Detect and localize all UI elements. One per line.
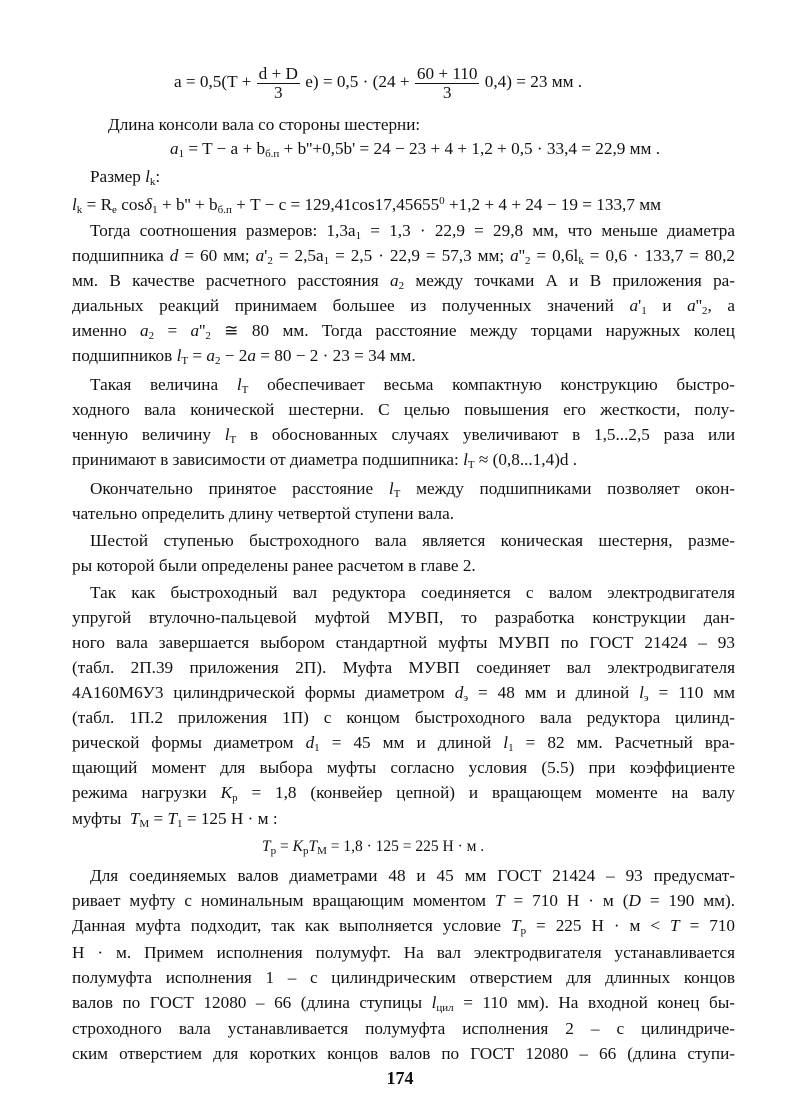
paragraph-line: (табл. 2П.39 приложения 2П). Муфта МУВП соединяет вал электродвигателя: [72, 658, 735, 677]
formula-a: a = 0,5(T + $\frac{d + D}{3}$ e) = 0,5 · (24 + $\frac{60 + 110}{3}$ 0,4) = 23 мм .: [174, 63, 583, 102]
paragraph-line: Данная муфта подходит, так как выполняется условие $T_p = 225$ Н · м < T = 710: [72, 916, 736, 937]
formula-a1: $a_1 = T - a + b_{б.п} + b''+0,5b' = 24 - 23 + 4 + 1,2 + 0,5 \cdot 33,4 = 22,9$ мм .: [170, 139, 661, 160]
paragraph-line: муфты $T_M = T_1 = 125$ Н · м :: [72, 809, 278, 830]
formula-lk: $l_k = R_e$ $\cos\delta_1 + b'' + b_{б.п} + T - c = 129,41\cos 17,45655^0 +1,2 + 4 + 24 - 19 = 133,7$ мм: [72, 195, 661, 216]
paragraph-line: Тогда соотношения размеров: $1,3a_1 = 1,3 \cdot 22,9 = 29,8$ мм, что меньше диаметра: [90, 221, 736, 242]
formula-tp: $T_p = K_pT_M = 1,8 \cdot 125 = 225$ Н · м .: [262, 838, 485, 857]
paragraph-line: Так как быстроходный вал редуктора соединяется с валом электродвигателя: [90, 583, 735, 602]
paragraph-line: чательно определить длину четвертой ступени вала.: [72, 504, 455, 523]
paragraph-line: Такая величина $l_T$ обеспечивает весьма компактную конструкцию быстро-: [90, 375, 735, 396]
fraction: $\frac{d + D}{3}$: [258, 63, 298, 102]
fraction: $\frac{60 + 110}{3}$: [416, 63, 478, 102]
paragraph-line: ного вала завершается выбором стандартной муфты МУВП по ГОСТ 21424 – 93: [72, 633, 735, 652]
paragraph-line: полумуфта исполнения 1 – с цилиндрическим отверстием для длинных концов: [72, 968, 735, 987]
paragraph-line: упругой втулочно-пальцевой муфтой МУВП, то разработка конструкции дан-: [72, 608, 735, 627]
paragraph-line: режима нагрузки $K_p = 1,8$ (конвейер цепной) и вращающем моменте на валу: [72, 783, 736, 804]
paragraph-line: ским отверстием для коротких концов валов по ГОСТ 12080 – 66 (длина ступи-: [72, 1044, 735, 1063]
paragraph-line: именно $a_2 = a''_2$ ≅ 80 мм. Тогда расстояние между торцами наружных колец: [72, 321, 735, 342]
paragraph-line: ривает муфту с номинальным вращающим моментом T = 710 Н · м (D = 190 мм).: [72, 891, 736, 910]
paragraph-line: строходного вала устанавливается полумуфта исполнения 2 – с цилиндриче-: [72, 1019, 735, 1038]
paragraph-line: валов по ГОСТ 12080 – 66 (длина ступицы $l_{цил} = 110$ мм). На входной конец бы-: [72, 993, 736, 1014]
paragraph-line: диальных реакций принимаем большее из полученных значений $a'_1$ и $a''_2$, а: [72, 296, 735, 317]
paragraph-line: ходного вала конической шестерни. С целью повышения его жесткости, полу-: [72, 400, 735, 419]
paragraph-line: (табл. 1П.2 приложения 1П) с концом быстроходного вала редуктора цилинд-: [72, 708, 735, 727]
paragraph-line: 4А160М6У3 цилиндрической формы диаметром $d_э = 48$ мм и длиной $l_э = 110$ мм: [72, 683, 736, 704]
paragraph-line: Н · м. Примем исполнения полумуфт. На вал электродвигателя устанавливается: [72, 943, 735, 962]
paragraph-line: подшипника d = 60 мм; $a'_2 = 2,5a_1 = 2,5 \cdot 22,9 = 57,3$ мм; $a''_2 = 0,6l_k = 0,6 \cdot 133,7 = 80,2$: [72, 246, 735, 267]
paragraph-line: Длина консоли вала со стороны шестерни:: [108, 115, 421, 134]
paragraph-line: ченную величину $l_T$ в обоснованных случаях увеличивают в 1,5...2,5 раза или: [72, 425, 736, 446]
paragraph-line: ры которой были определены ранее расчетом в главе 2.: [72, 556, 476, 575]
paragraph-line: мм. В качестве расчетного расстояния $a_2$ между точками А и В приложения ра-: [72, 271, 736, 292]
page-number: 174: [386, 1068, 414, 1088]
paragraph-line: подшипников $l_T = a_2 - 2a = 80 - 2 \cdot 23 = 34$ мм.: [72, 346, 416, 367]
paragraph-line: Для соединяемых валов диаметрами 48 и 45 мм ГОСТ 21424 – 93 предусмат-: [90, 866, 735, 885]
paragraph-line: Размер $l_k$:: [90, 167, 161, 188]
paragraph-line: щающий момент для выбора муфты согласно условия (5.5) при коэффициенте: [72, 758, 735, 777]
paragraph-line: Шестой ступенью быстроходного вала является коническая шестерня, разме-: [90, 531, 735, 550]
paragraph-line: принимают в зависимости от диаметра подшипника: $l_T \approx (0,8...1,4)d$ .: [72, 450, 578, 471]
paragraph-line: Окончательно принятое расстояние $l_T$ между подшипниками позволяет окон-: [90, 479, 736, 500]
paragraph-line: рической формы диаметром $d_1 = 45$ мм и длиной $l_1 = 82$ мм. Расчетный вра-: [72, 733, 735, 754]
